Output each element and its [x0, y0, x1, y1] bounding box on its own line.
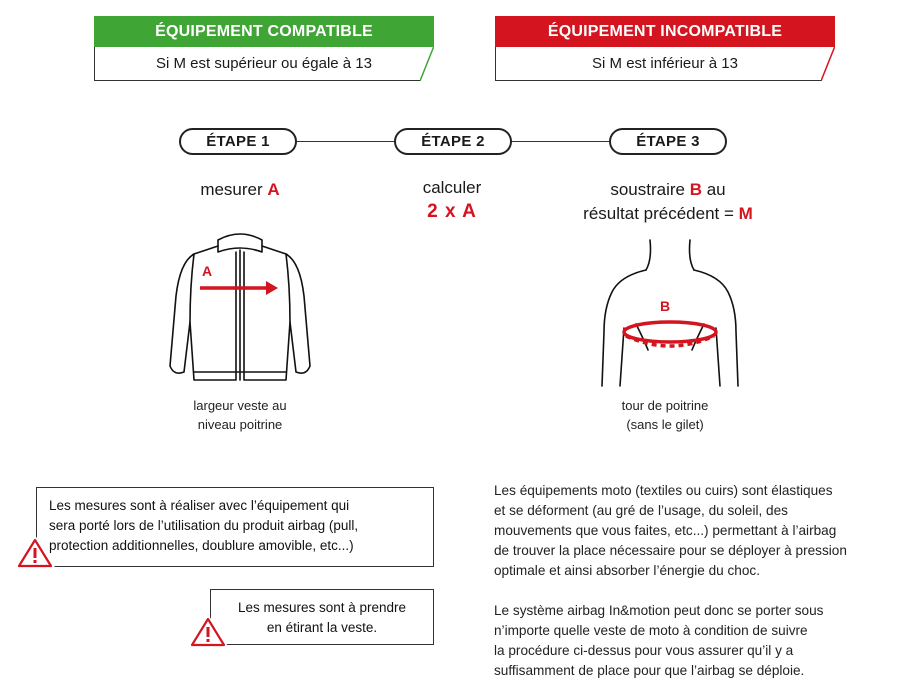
- compatible-panel: [94, 16, 434, 83]
- paragraph-1-line-5: optimale et ainsi absorber l’énergie du choc.: [494, 563, 760, 578]
- paragraph-1: [494, 481, 872, 581]
- step-3-text-b: au: [702, 180, 726, 199]
- jacket-caption: [160, 396, 320, 434]
- step-3-line-2: [555, 202, 781, 226]
- compatible-title: ÉQUIPEMENT COMPATIBLE: [94, 16, 434, 47]
- incompatible-title: ÉQUIPEMENT INCOMPATIBLE: [495, 16, 835, 47]
- warning-1-line-2: sera porté lors de l’utilisation du produit airbag (pull,: [49, 518, 359, 533]
- paragraph-2-line-3: la procédure ci-dessus pour vous assurer qu’il y a: [494, 643, 794, 658]
- paragraph-2: [494, 601, 872, 681]
- jacket-illustration: [160, 226, 320, 386]
- step-3-pill: ÉTAPE 3: [609, 128, 727, 155]
- step-3-text-a: soustraire: [610, 180, 690, 199]
- torso-caption-line-2: (sans le gilet): [626, 417, 704, 432]
- incompatible-condition-box: [495, 47, 835, 81]
- corner-fold-red: [821, 46, 835, 81]
- step-1-instruction: [150, 178, 330, 202]
- warning-box-1: [36, 487, 434, 567]
- compatible-condition-box: [94, 47, 434, 81]
- incompatible-condition: Si M est inférieur à 13: [592, 55, 738, 72]
- paragraph-2-line-1: Le système airbag In&motion peut donc se porter sous: [494, 603, 824, 618]
- warning-2-line-2: en étirant la veste.: [266, 620, 378, 635]
- warning-2-line-1: Les mesures sont à prendre: [237, 600, 407, 615]
- torso-marker-b: B: [660, 298, 671, 314]
- compatible-condition: Si M est supérieur ou égale à 13: [156, 55, 372, 72]
- corner-fold-green: [420, 46, 434, 81]
- step-2-text: calculer: [422, 178, 482, 197]
- paragraph-2-line-4: suffisamment de place pour que l’airbag se déploie.: [494, 663, 805, 678]
- jacket-caption-line-1: largeur veste au: [193, 398, 287, 413]
- step-3-instruction: [555, 178, 781, 226]
- paragraph-1-line-1: Les équipements moto (textiles ou cuirs) sont élastiques: [494, 483, 833, 498]
- step-3-text-c: résultat précédent =: [583, 204, 739, 223]
- warning-box-2: [210, 589, 434, 645]
- torso-caption-line-1: tour de poitrine: [621, 398, 709, 413]
- step-2-pill: ÉTAPE 2: [394, 128, 512, 155]
- step-1-pill: ÉTAPE 1: [179, 128, 297, 155]
- step-3-highlight-m: M: [738, 204, 753, 223]
- warning-triangle-icon: [12, 533, 58, 571]
- step-1-text: mesurer: [200, 180, 268, 199]
- step-1-highlight: A: [267, 180, 280, 199]
- step-3-line-1: [555, 178, 781, 202]
- paragraph-2-line-2: n’importe quelle veste de moto à condition de suivre: [494, 623, 808, 638]
- paragraph-1-line-2: et se déforment (au gré de l’usage, du soleil, des: [494, 503, 788, 518]
- jacket-caption-line-2: niveau poitrine: [197, 417, 283, 432]
- torso-caption: [585, 396, 745, 434]
- warning-1-line-3: protection additionnelles, doublure amovible, etc...): [49, 538, 354, 553]
- step-2-instruction: [372, 176, 532, 224]
- warning-1-line-1: Les mesures sont à réaliser avec l’équipement qui: [49, 498, 350, 513]
- paragraph-1-line-3: mouvements que vous faites, etc...) permettant à l’airbag: [494, 523, 837, 538]
- jacket-marker-a: A: [202, 263, 213, 279]
- step-2-highlight: 2 x A: [427, 201, 477, 222]
- warning-triangle-icon: [185, 612, 231, 650]
- paragraph-1-line-4: de trouver la place nécessaire pour se déployer à pression: [494, 543, 847, 558]
- step-3-highlight-b: B: [689, 180, 702, 199]
- incompatible-panel: [495, 16, 835, 83]
